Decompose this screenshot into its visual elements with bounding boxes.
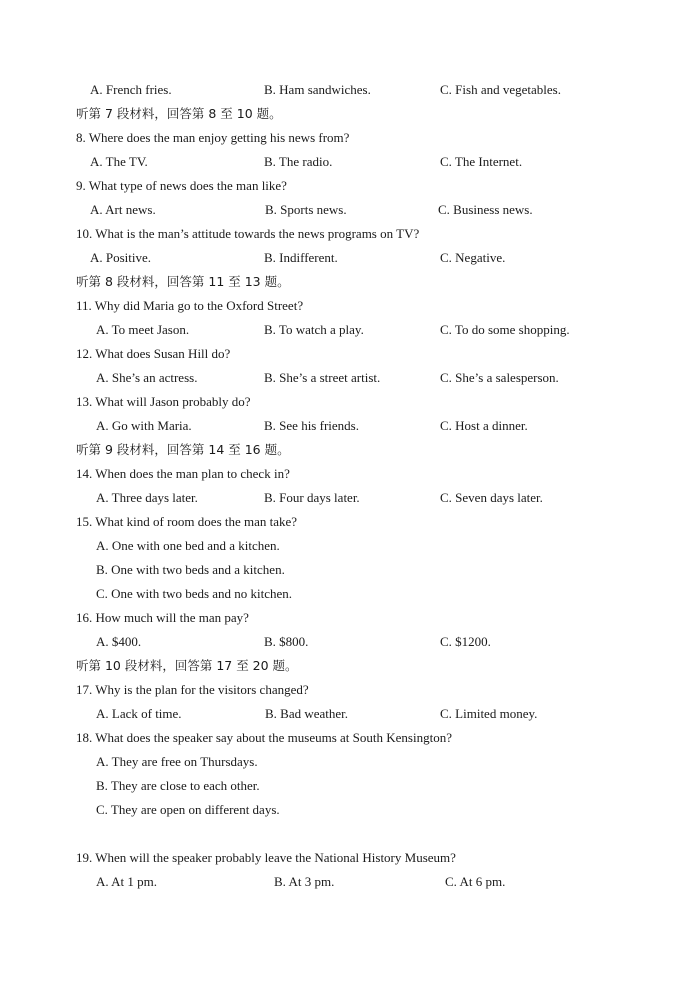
option-a: A. They are free on Thursdays.: [96, 754, 258, 769]
options-row-12: [0, 368, 696, 388]
option-b: B. To watch a play.: [264, 322, 364, 337]
options-row-prev: [0, 80, 696, 100]
option-b: B. Bad weather.: [265, 706, 349, 721]
option-c: C. One with two beds and no kitchen.: [96, 586, 293, 601]
question-17: 17. Why is the plan for the visitors changed?: [76, 682, 309, 697]
options-row-16: [0, 632, 696, 652]
question-9: 9. What type of news does the man like?: [76, 178, 287, 193]
question-10: 10. What is the man’s attitude towards the news programs on TV?: [76, 226, 420, 241]
option-c: C. Seven days later.: [440, 490, 543, 505]
option-a: A. Lack of time.: [96, 706, 182, 721]
option-b: B. See his friends.: [264, 418, 359, 433]
options-row-11: [0, 320, 696, 340]
question-18: 18. What does the speaker say about the museums at South Kensington?: [76, 730, 452, 745]
options-row-14: [0, 488, 696, 508]
options-row-10: [0, 248, 696, 268]
question-11: 11. Why did Maria go to the Oxford Street?: [76, 298, 304, 313]
option-b: B. The radio.: [264, 154, 333, 169]
options-row-19: [0, 872, 696, 892]
options-row-9: [0, 200, 696, 220]
option-c: C. $1200.: [440, 634, 491, 649]
options-row-13: [0, 416, 696, 436]
option-c: C. Business news.: [438, 202, 533, 217]
option-b: B. Ham sandwiches.: [264, 82, 371, 97]
option-a: A. Positive.: [90, 250, 152, 265]
option-a: A. She’s an actress.: [96, 370, 198, 385]
option-c: C. Limited money.: [440, 706, 538, 721]
section-heading-8: 听第 8 段材料，回答第 11 至 13 题。: [76, 274, 290, 289]
option-a: A. French fries.: [90, 82, 172, 97]
option-c: C. At 6 pm.: [445, 874, 506, 889]
option-a: A. Art news.: [90, 202, 156, 217]
option-c: C. The Internet.: [440, 154, 523, 169]
option-b: B. Four days later.: [264, 490, 360, 505]
option-b: B. Sports news.: [265, 202, 347, 217]
option-c: C. She’s a salesperson.: [440, 370, 559, 385]
question-16: 16. How much will the man pay?: [76, 610, 249, 625]
question-15: 15. What kind of room does the man take?: [76, 514, 298, 529]
option-a: A. $400.: [96, 634, 142, 649]
question-13: 13. What will Jason probably do?: [76, 394, 251, 409]
option-c: C. They are open on different days.: [96, 802, 280, 817]
option-a: A. To meet Jason.: [96, 322, 190, 337]
option-c: C. Host a dinner.: [440, 418, 528, 433]
option-c: C. Fish and vegetables.: [440, 82, 561, 97]
section-heading-9: 听第 9 段材料，回答第 14 至 16 题。: [76, 442, 290, 457]
option-b: B. She’s a street artist.: [264, 370, 381, 385]
options-row-8: [0, 152, 696, 172]
question-19: 19. When will the speaker probably leave the National History Museum?: [76, 850, 456, 865]
option-c: C. To do some shopping.: [440, 322, 570, 337]
option-b: B. At 3 pm.: [274, 874, 335, 889]
section-heading-10: 听第 10 段材料，回答第 17 至 20 题。: [76, 658, 298, 673]
question-14: 14. When does the man plan to check in?: [76, 466, 290, 481]
question-12: 12. What does Susan Hill do?: [76, 346, 231, 361]
option-a: A. The TV.: [90, 154, 148, 169]
option-b: B. $800.: [264, 634, 309, 649]
question-8: 8. Where does the man enjoy getting his news from?: [76, 130, 350, 145]
section-heading-7: 听第 7 段材料，回答第 8 至 10 题。: [76, 106, 282, 121]
options-row-17: [0, 704, 696, 724]
option-a: A. At 1 pm.: [96, 874, 158, 889]
option-a: A. Go with Maria.: [96, 418, 192, 433]
option-a: A. One with one bed and a kitchen.: [96, 538, 280, 553]
option-a: A. Three days later.: [96, 490, 198, 505]
option-c: C. Negative.: [440, 250, 506, 265]
option-b: B. Indifferent.: [264, 250, 338, 265]
option-b: B. One with two beds and a kitchen.: [96, 562, 285, 577]
option-b: B. They are close to each other.: [96, 778, 260, 793]
